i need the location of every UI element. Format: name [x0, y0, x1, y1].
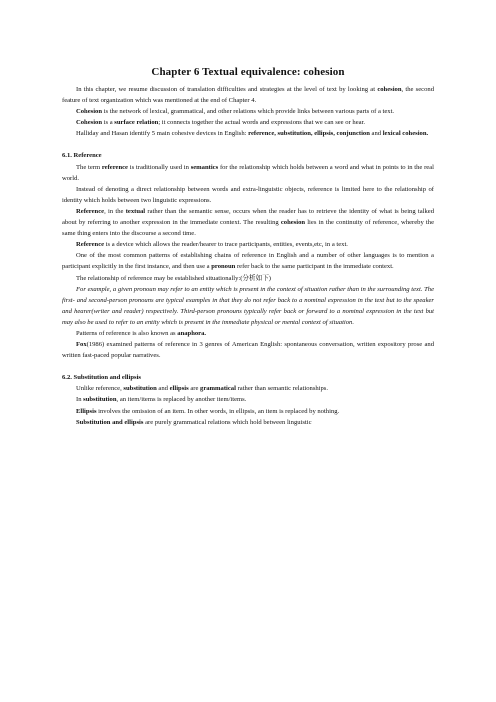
page-content: [62, 64, 434, 428]
spacer: [62, 361, 434, 372]
substitution-paragraph-1: Unlike reference, substitution and ellipsis are grammatical rather than semantic relationships.: [76, 385, 329, 393]
reference-paragraph-3: Reference, in the textual rather than the semantic sense, occurs when the reader has to retrieve the identity of what is being talked about by referring to another expression in the immediate context. The resulting cohesion lies in the continuity of reference, whereby the same thing enters into the discourse a second time.: [62, 207, 434, 238]
intro-paragraph-2: Cohesion is the network of lexical, grammatical, and other relations which provide links between various parts of a text.: [76, 108, 395, 116]
intro-paragraph-4: Halliday and Hasan identify 5 main cohesive devices in English: reference, substitution, ellipsis, conjunction and lexical cohesion.: [76, 130, 429, 138]
reference-paragraph-5: One of the most common patterns of establishing chains of reference in English and a number of other languages is to mention a participant explicitly in the first instance, and then use a pronoun refer back to the same participant in the immediate context.: [62, 252, 434, 271]
chapter-title: Chapter 6 Textual equivalence: cohesion: [151, 66, 345, 78]
intro-paragraph-1: In this chapter, we resume discussion of translation difficulties and strategies at the level of text by looking at cohesion, the second feature of text organization which was mentioned at the end of Chapter 4.: [62, 86, 434, 105]
substitution-paragraph-2: In substitution, an item/items is replaced by another item/items.: [76, 396, 247, 404]
section-heading-substitution: 6.2. Substitution and ellipsis: [62, 374, 141, 382]
reference-paragraph-2: Instead of denoting a direct relationship between words and extra-linguistic objects, reference is limited here to the relationship of identity which holds between two linguistic expressions.: [62, 185, 434, 204]
substitution-paragraph-3: Ellipsis involves the omission of an item. In other words, in ellipsis, an item is replaced by nothing.: [76, 407, 340, 415]
reference-paragraph-anaphora: Patterns of reference is also known as anaphora.: [76, 329, 207, 337]
substitution-paragraph-4: Substitution and ellipsis are purely grammatical relations which hold between linguistic: [76, 418, 312, 426]
reference-example-italic: For example, a given pronoun may refer to an entity which is present in the context of situation rather than in the surrounding text. The first- and second-person pronouns are typical examples in that they do not refer back to a nominal expression in the text but to the speaker and hearer(writer and reader) respectively. Third-person pronouns typically refer back or forward to a nominal expression in the text but may also be used to refer to an entity which is present in the immediate physical or mental context of situation.: [62, 285, 434, 326]
reference-paragraph-6: The relationship of reference may be established situationally:(分析如下): [76, 274, 272, 282]
reference-paragraph-fox: Fox(1986) examined patterns of reference in 3 genres of American English: spontaneous conversation, written expository prose and written fast-paced popular narratives.: [62, 341, 434, 360]
intro-paragraph-3: Cohesion is a surface relation; it connects together the actual words and expressions that we can see or hear.: [76, 119, 366, 127]
reference-paragraph-4: Reference is a device which allows the reader/hearer to trace participants, entities, events,etc, in a text.: [76, 241, 348, 249]
spacer: [62, 139, 434, 150]
reference-paragraph-1: The term reference is traditionally used in semantics for the relationship which holds between a word and what in points to in the real world.: [62, 163, 434, 182]
section-heading-reference: 6.1. Reference: [62, 152, 102, 160]
